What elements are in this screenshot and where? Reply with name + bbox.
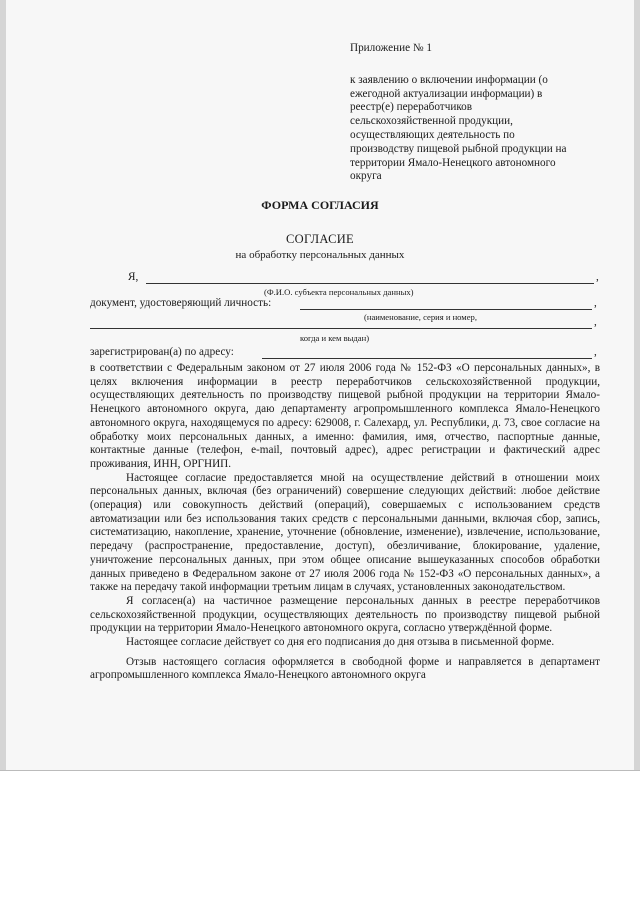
appendix-title: Приложение № 1	[350, 42, 432, 54]
document-field-line[interactable]	[300, 309, 592, 310]
document-comma: ,	[594, 297, 597, 309]
issued-field-line[interactable]	[90, 328, 592, 329]
issued-comma: ,	[594, 316, 597, 328]
form-title: ФОРМА СОГЛАСИЯ	[261, 198, 379, 212]
paragraph-withdrawal: Отзыв настоящего согласия оформляется в свободной форме и направляется в департамент агропромышленного комплекса Ямало-Ненецкого автономного округа	[90, 655, 600, 682]
scan-edge-right	[634, 0, 640, 770]
name-comma: ,	[596, 271, 599, 283]
paragraph-publication: Я согласен(а) на частичное размещение персональных данных в реестре переработчиков сельскохозяйственной продукции, осуществляющих деятельность по производству пищевой рыбной продукции на территории Ямало-Ненецкого автономного округа, согласно утверждённой форме.	[90, 594, 600, 635]
appendix-line: сельскохозяйственной продукции,	[350, 115, 513, 128]
address-field-line[interactable]	[262, 358, 592, 359]
appendix-line: производству пищевой рыбной продукции на	[350, 142, 567, 155]
issued-caption: когда и кем выдан)	[300, 333, 370, 343]
document-label: документ, удостоверяющий личность:	[90, 297, 272, 309]
document-caption: (наименование, серия и номер,	[364, 312, 477, 322]
appendix-line: реестр(е) переработчиков	[350, 101, 473, 114]
address-comma: ,	[594, 346, 597, 358]
appendix-line: осуществляющих деятельность по	[350, 128, 515, 141]
name-field-line[interactable]	[146, 283, 594, 284]
consent-subtitle: на обработку персональных данных	[235, 249, 405, 261]
paragraph-validity: Настоящее согласие действует со дня его подписания до дня отзыва в письменной форме.	[126, 636, 555, 649]
consent-title: СОГЛАСИЕ	[286, 232, 354, 246]
appendix-header	[350, 42, 605, 184]
paragraph-intro: в соответствии с Федеральным законом от 27 июля 2006 года № 152-ФЗ «О персональных данных», в целях включения информации в реестр переработчиков сельскохозяйственной продукции, осуществляющих деятельность по производству пищевой рыбной продукции на территории Ямало-Ненецкого автономного округа, даю департаменту агропромышленного комплекса Ямало-Ненецкого автономного округа, находящемуся по адресу: 629008, г. Салехард, ул. Республики, д. 73, свое согласие на обработку моих персональных данных, а именно: фамилия, имя, отчество, паспортные данные, контактные данные (телефон, e-mail, почтовый адрес), адрес регистрации и фактический адрес проживания, ИНН, ОРГНИП.	[90, 362, 600, 470]
appendix-line: территории Ямало-Ненецкого автономного	[350, 156, 556, 169]
appendix-line: ежегодной актуализации информации) в	[350, 87, 543, 100]
name-caption: (Ф.И.О. субъекта персональных данных)	[264, 287, 414, 297]
paragraph-actions: Настоящее согласие предоставляется мной на осуществление действий в отношении моих персональных данных, включая (без ограничений) совершение следующих действий: любое действие (операция) или совокупность действий (операций), совершаемых с использованием средств автоматизации или без использования таких средств с персональными данными, включая сбор, запись, систематизацию, накопление, хранение, уточнение (обновление, изменение), извлечение, использование, передачу (распространение, предоставление, доступ), обезличивание, блокирование, удаление, уничтожение персональных данных, при этом общее описание вышеуказанных способов обработки данных приведено в Федеральном законе от 27 июля 2006 года № 152-ФЗ «О персональных данных», а также на передачу такой информации третьим лицам в случаях, установленных законодательством.	[90, 471, 600, 594]
appendix-line: округа	[350, 170, 382, 183]
scan-edge-left	[0, 0, 6, 770]
consent-body	[90, 362, 600, 683]
appendix-line: к заявлению о включении информации (о	[350, 73, 548, 86]
name-prefix: Я,	[128, 271, 139, 283]
address-label: зарегистрирован(а) по адресу:	[90, 346, 234, 358]
